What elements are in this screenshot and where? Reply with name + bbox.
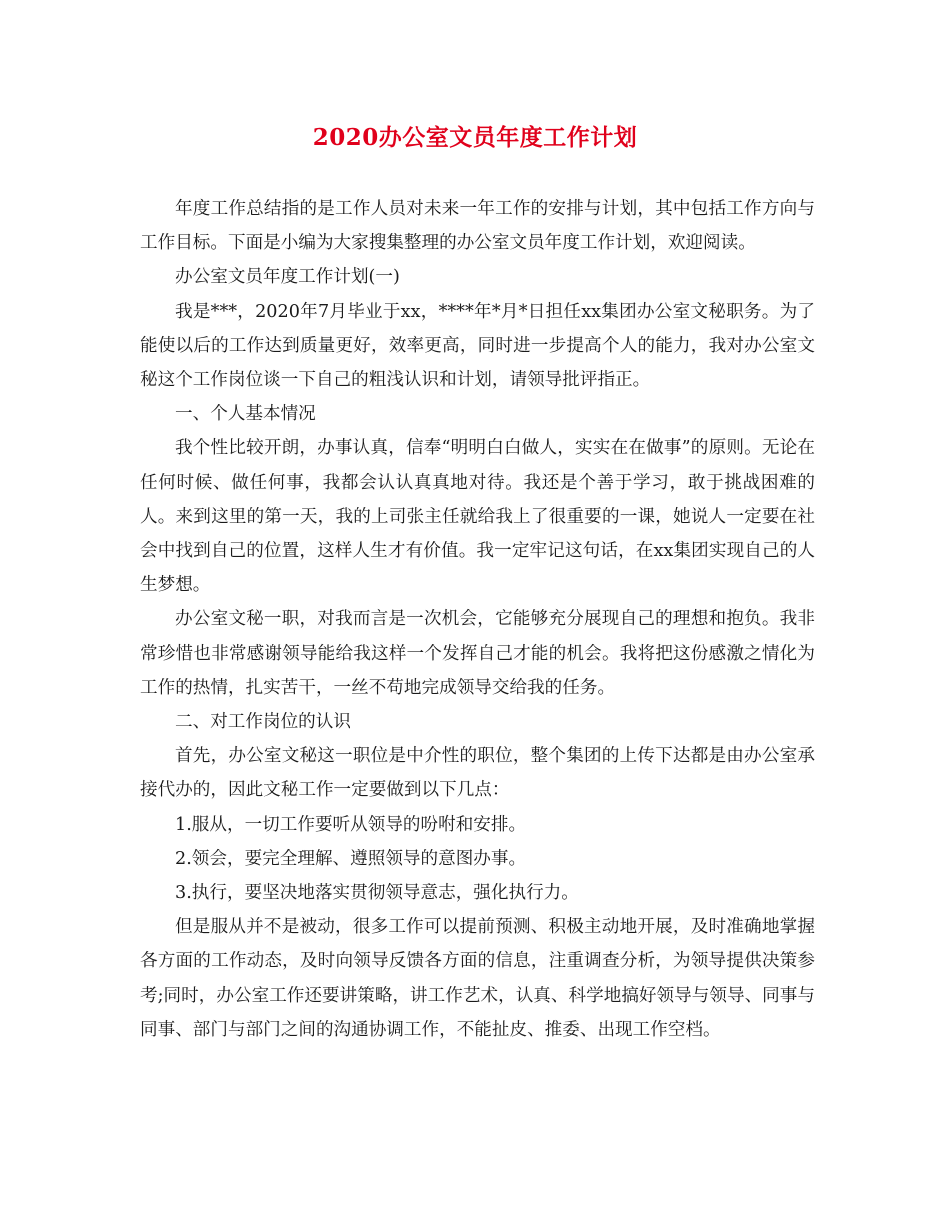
paragraph-self-intro: 我是***，2020年7月毕业于xx，****年*月*日担任xx集团办公室文秘职务。为了能使以后的工作达到质量更好，效率更高，同时进一步提高个人的能力，我对办公室文秘这个工作岗位谈一下自己的粗浅认识和计划，请领导批评指正。 xyxy=(140,301,815,391)
list-item-comprehend: 2.领会，要完全理解、遵照领导的意图办事。 xyxy=(175,848,527,869)
document-title: 2020办公室文员年度工作计划 xyxy=(312,124,638,151)
section-heading-basic-info: 一、个人基本情况 xyxy=(175,404,316,425)
list-item-execute: 3.执行，要坚决地落实贯彻领导意志，强化执行力。 xyxy=(175,883,579,904)
list-item-obey: 1.服从，一切工作要听从领导的吩咐和安排。 xyxy=(175,814,527,835)
paragraph-intro: 年度工作总结指的是工作人员对未来一年工作的安排与计划，其中包括工作方向与工作目标。下面是小编为大家搜集整理的办公室文员年度工作计划，欢迎阅读。 xyxy=(140,199,815,254)
document-body xyxy=(140,192,815,1047)
paragraph-firstly: 首先，办公室文秘这一职位是中介性的职位，整个集团的上传下达都是由办公室承接代办的，因此文秘工作一定要做到以下几点： xyxy=(140,746,815,801)
section-heading-job-understanding: 二、对工作岗位的认识 xyxy=(175,712,351,733)
paragraph-personality: 我个性比较开朗，办事认真，信奉“明明白白做人，实实在在做事”的原则。无论在任何时候、做任何事，我都会认认真真地对待。我还是个善于学习，敢于挑战困难的人。来到这里的第一天，我的上司张主任就给我上了很重要的一课，她说人一定要在社会中找到自己的位置，这样人生才有价值。我一定牢记这句话，在xx集团实现自己的人生梦想。 xyxy=(140,438,815,596)
paragraph-but-obey: 但是服从并不是被动，很多工作可以提前预测、积极主动地开展，及时准确地掌握各方面的工作动态，及时向领导反馈各方面的信息，注重调查分析，为领导提供决策参考;同时，办公室工作还要讲策略，讲工作艺术，认真、科学地搞好领导与领导、同事与同事、部门与部门之间的沟通协调工作，不能扯皮、推委、出现工作空档。 xyxy=(140,917,815,1040)
paragraph-opportunity: 办公室文秘一职，对我而言是一次机会，它能够充分展现自己的理想和抱负。我非常珍惜也非常感谢领导能给我这样一个发挥自己才能的机会。我将把这份感激之情化为工作的热情，扎实苦干，一丝不苟地完成领导交给我的任务。 xyxy=(140,609,815,698)
section-heading-plan-1: 办公室文员年度工作计划(一) xyxy=(175,267,400,288)
